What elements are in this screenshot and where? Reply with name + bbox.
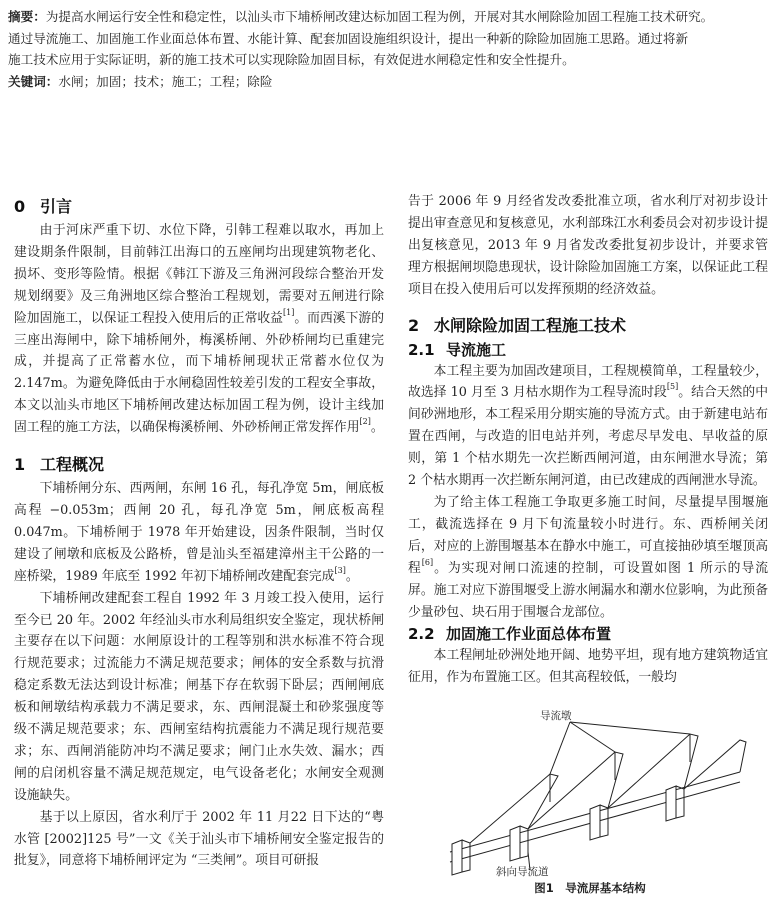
abstract-line-2: 通过导流施工、加固施工作业面总体布置、水能计算、配套加固设施组织设计，提出一种新的除险加固施工思路。通过将新 bbox=[8, 30, 689, 46]
keywords-value: 水闸；加固；技术；施工；工程；除险 bbox=[58, 73, 273, 89]
abstract-line-3: 施工技术应用于实际证明，新的施工技术可以实现除险加固目标，有效促进水闸稳定性和安全性提升。 bbox=[8, 52, 575, 67]
abstract-line-1: 摘要：为提高水闸运行安全性和稳定性，以汕头市下埔桥闸改建达标加固工程为例，开展对其水闸除险加固工程施工技术研究。 bbox=[8, 9, 714, 24]
section-2-1-paragraph-2: 为了给主体工程施工争取更多施工时间，尽量提早围堰施工，截流选择在 9 月下旬流量较小时进行。东、西桥闸关闭后，对应的上游围堰基本在静水中施工，可直接抽砂填至堰顶高程[6]。为实现对闸口流速的控制，可设置如图 1 所示的导流屏。施工对应下游围堰受上游水闸漏水和潮水位影响，为此预备少量砂包、块石用于围堰合龙部位。 bbox=[408, 494, 769, 620]
section-1-paragraph-2: 下埔桥闸改建配套工程自 1992 年 3 月竣工投入使用，运行至今已 20 年。2002 年经汕头市水利局组织安全鉴定，现状桥闸主要存在以下问题：水闸原设计的工程等别和洪水标准不符合现行规范要求；过流能力不满足规范要求；闸体的安全系数与抗滑稳定系数无法达到设计标准；闸基下存在软弱下卧层；西闸闸底板和闸墩结构承载力不满足要求，东、西闸混凝土和砂浆强度等级不满足规范要求；东、西闸室结构抗震能力不满足现行规范要求；东、西闸消能防冲均不满足要求；闸门止水失效、漏水；西闸的启闭机容量不满足规范规定，电气设备老化；水闸安全观测设施缺失。 bbox=[14, 590, 384, 803]
keywords-label: 关键词： bbox=[8, 73, 59, 89]
section-2-2-heading: 2.2 加固施工作业面总体布置 bbox=[408, 625, 612, 644]
citation: [2] bbox=[359, 417, 371, 427]
figure-1 bbox=[410, 712, 770, 902]
section-0-heading: 0 引言 bbox=[14, 197, 73, 216]
section-1-paragraph-3: 基于以上原因，省水利厅于 2002 年 11 月22 日下达的“粤水管 [2002]125 号”一文《关于汕头市下埔桥闸安全鉴定报告的批复》，同意将下埔桥闸评定为 “三类闸”。项目可研报 bbox=[14, 809, 384, 869]
citation: [1] bbox=[283, 307, 295, 317]
section-2-2-paragraph: 本工程闸址砂洲处地开阔、地势平坦，现有地方建筑物适宜征用，作为布置施工区。但其高程较低，一般均 bbox=[408, 648, 768, 686]
abstract-label: 摘要： bbox=[8, 9, 46, 24]
figure-label-channel: 斜向导流道 bbox=[496, 866, 549, 878]
section-2-1-heading: 2.1 导流施工 bbox=[408, 340, 507, 359]
section-1-paragraph-1: 下埔桥闸分东、西两闸，东闸 16 孔，每孔净宽 5m，闸底板高程 −0.053m；西闸 20 孔，每孔净宽 5m，闸底板高程 0.047m。下埔桥闸于 1978 年开始建设，因条件限制，当时仅建设了闸墩和底板及公路桥，曾是汕头至福建漳州主干公路的一座桥梁，1989 年底至 1992 年初下埔桥闸改建配套完成[3]。 bbox=[14, 481, 384, 584]
left-column bbox=[14, 194, 384, 872]
abstract bbox=[8, 6, 776, 92]
figure-label-pier: 导流墩 bbox=[540, 710, 572, 722]
section-0-paragraph: 由于河床严重下切、水位下降，引韩工程难以取水，再加上建设期条件限制，目前韩江出海口的五座闸均出现建筑物老化、损坏、变形等险情。根据《韩江下游及三角洲河段综合整治开发规划纲要》及三角洲地区综合整治工程规划，需要对五闸进行除险加固施工，以保证工程投入使用后的正常收益[1]。而西溪下游的三座出海闸中，除下埔桥闸外，梅溪桥闸、外砂桥闸均已重建完成，并提高了正常蓄水位，而下埔桥闸现状正常蓄水位仅为 2.147m。为避免降低由于水闸稳固性较差引发的工程安全事故，本文以汕头市地区下埔桥闸改建达标加固工程为例，设计主线加固工程的施工方法，以确保梅溪桥闸、外砂桥闸正常发挥作用[2]。 bbox=[14, 223, 385, 436]
citation: [6] bbox=[421, 557, 434, 567]
section-2-1-paragraph-1: 本工程主要为加固改建项目，工程规模简单，工程量较少，故选择 10 月至 3 月枯水期作为工程导流时段[5]。结合天然的中间砂洲地形，本工程采用分期实施的导流方式。由于新建电站布置在西闸，与改造的旧电站并列，考虑尽早发电、早收益的原则，第 1 个枯水期先一次拦断西闸河道，由东闸泄水导流；第 2 个枯水期再一次拦断东闸河道，由已改建成的西闸泄水导流。 bbox=[408, 363, 769, 489]
figure-caption: 图1 导流屏基本结构 bbox=[534, 881, 646, 895]
diversion-screen-diagram bbox=[410, 712, 770, 877]
keywords bbox=[8, 71, 776, 93]
citation: [5] bbox=[666, 382, 679, 392]
section-1-heading: 1 工程概况 bbox=[14, 455, 105, 475]
continued-paragraph: 告于 2006 年 9 月经省发改委批准立项，省水利厅对初步设计提出审查意见和复核意见，水利部珠江水利委员会对初步设计提出复核意见，2013 年 9 月省发改委批复初步设计，并要求管理方根据闸坝隐患现状，设计除险加固施工方案，以保证此工程项目在投入使用后可以发挥预期的经济效益。 bbox=[408, 194, 768, 297]
citation: [3] bbox=[334, 565, 346, 575]
section-2-heading: 2 水闸除险加固工程施工技术 bbox=[408, 315, 627, 335]
right-column bbox=[408, 191, 768, 689]
